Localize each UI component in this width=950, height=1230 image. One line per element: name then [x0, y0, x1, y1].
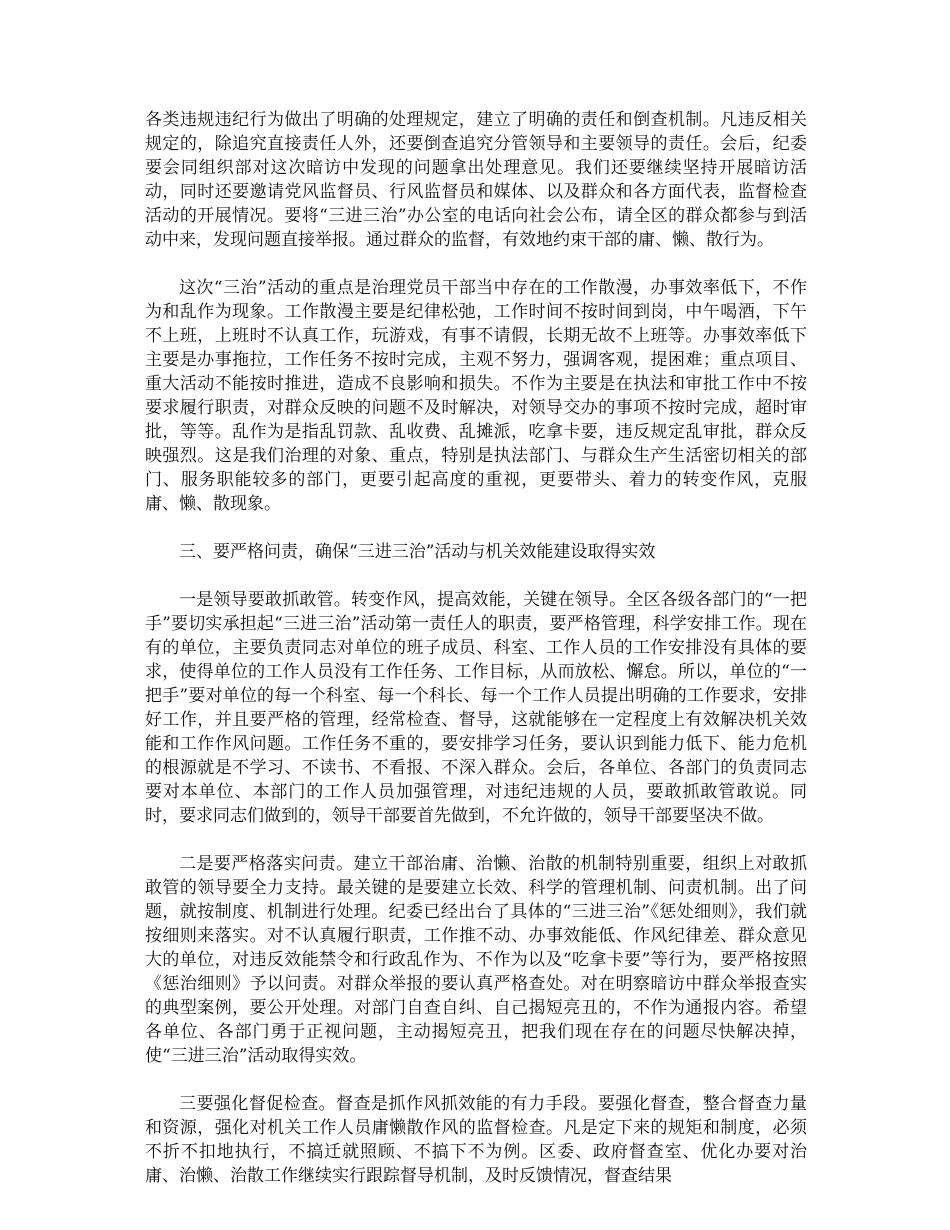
paragraph-accountability-mechanism: 各类违规违纪行为做出了明确的处理规定，建立了明确的责任和倒查机制。凡违反相关规定的，除追究直接责任人外，还要倒查追究分管领导和主要领导的责任。会后，纪委要会同组织部对这次暗访中发现的问题拿出处理意见。我们还要继续坚持开展暗访活动，同时还要邀请党风监督员、行风监督员和媒体、以及群众和各方面代表，监督检查活动的开展情况。要将“三进三治”办公室的电话向社会公布，请全区的群众都参与到活动中来，发现问题直接举报。通过群众的监督，有效地约束干部的庸、懒、散行为。 [145, 110, 807, 250]
section-heading: 三、要严格问责，确保“三进三治”活动与机关效能建设取得实效 [179, 542, 656, 562]
paragraph-strict-accountability: 二是要严格落实问责。建立干部治庸、治懒、治散的机制特别重要，组织上对敢抓敢管的领导要全力支持。最关键的是要建立长效、科学的管理机制、问责机制。出了问题，就按制度、机制进行处理。纪委已经出台了具体的“三进三治”《惩处细则》，我们就按细则来落实。对不认真履行职责，工作推不动、办事效能低、作风纪律差、群众意见大的单位，对违反效能禁令和行政乱作为、不作为以及“吃拿卡要”等行为，要严格按照《惩治细则》予以问责。对群众举报的要认真严格查处。对在明察暗访中群众举报查实的典型案例，要公开处理。对部门自查自纠、自己揭短亮丑的，不作为通报内容。希望各单位、各部门勇于正视问题，主动揭短亮丑，把我们现在存在的问题尽快解决掉，使“三进三治”活动取得实效。 [145, 854, 807, 1066]
document-page [145, 108, 807, 1188]
paragraph-leadership-management: 一是领导要敢抓敢管。转变作风，提高效能，关键在领导。全区各级各部门的“一把手”要切实承担起“三进三治”活动第一责任人的职责，要严格管理，科学安排工作。现在有的单位，主要负责同志对单位的班子成员、科室、工作人员的工作安排没有具体的要求，使得单位的工作人员没有工作任务、工作目标，从而放松、懈怠。所以，单位的“一把手”要对单位的每一个科室、每一个科长、每一个工作人员提出明确的工作要求，安排好工作，并且要严格的管理，经常检查、督导，这就能够在一定程度上有效解决机关效能和工作作风问题。工作任务不重的，要安排学习任务，要认识到能力低下、能力危机的根源就是不学习、不读书、不看报、不深入群众。会后，各单位、各部门的负责同志要对本单位、本部门的工作人员加强管理，对违纪违规的人员，要敢抓敢管敢说。同时，要求同志们做到的，领导干部要首先做到，不允许做的，领导干部要坚决不做。 [145, 590, 807, 826]
paragraph-supervision-inspection: 三要强化督促检查。督查是抓作风抓效能的有力手段。要强化督查，整合督查力量和资源，强化对机关工作人员庸懒散作风的监督检查。凡是定下来的规矩和制度，必须不折不扣地执行，不搞迁就照顾、不搞下不为例。区委、政府督查室、优化办要对治庸、治懒、治散工作继续实行跟踪督导机制，及时反馈情况，督查结果 [145, 1094, 807, 1186]
paragraph-governance-focus: 这次“三治”活动的重点是治理党员干部当中存在的工作散漫，办事效率低下，不作为和乱作为现象。工作散漫主要是纪律松弛，工作时间不按时间到岗，中午喝酒，下午不上班，上班时不认真工作，玩游戏，有事不请假，长期无故不上班等。办事效率低下主要是办事拖拉，工作任务不按时完成，主观不努力，强调客观，提困难；重点项目、重大活动不能按时推进，造成不良影响和损失。不作为主要是在执法和审批工作中不按要求履行职责，对群众反映的问题不及时解决，对领导交办的事项不按时完成，超时审批，等等。乱作为是指乱罚款、乱收费、乱摊派，吃拿卡要，违反规定乱审批，群众反映强烈。这是我们治理的对象、重点，特别是执法部门、与群众生产生活密切相关的部门、服务职能较多的部门，更要引起高度的重视，更要带头、着力的转变作风，克服庸、懒、散现象。 [145, 278, 807, 514]
